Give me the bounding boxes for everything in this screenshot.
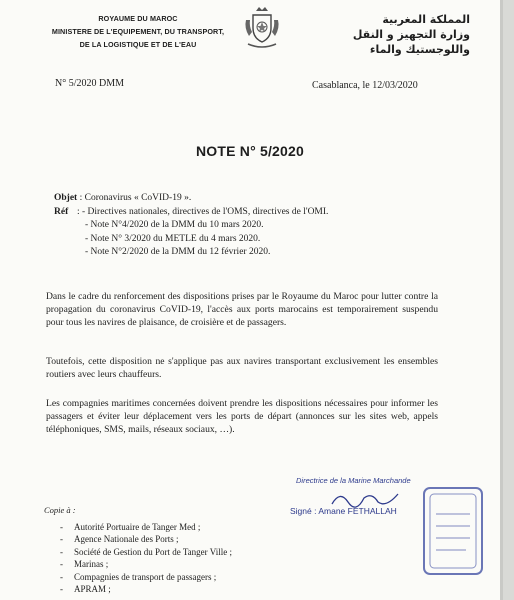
body-paragraph: Les compagnies maritimes concernées doivent prendre les dispositions nécessaires pour informer les passagers et éviter leur déplacement vers les ports de départ (annonces sur les sites web, appels téléphoniques, SMS, mails, réseaux sociaux, …). xyxy=(46,398,438,436)
header-line-3: DE LA LOGISTIQUE ET DE L'EAU xyxy=(79,40,197,49)
ref-label: Réf xyxy=(54,206,69,217)
list-item: - Société de Gestion du Port de Tanger Ville ; xyxy=(60,546,232,559)
ministry-header-ar xyxy=(320,12,470,57)
signatory-name: Signé : Amane FETHALLAH xyxy=(290,506,397,516)
copies-block xyxy=(44,504,232,596)
header-ar-line-2: وزارة التجهيز و النقل xyxy=(352,28,470,41)
list-item: - Marinas ; xyxy=(60,558,232,571)
ref-item: - Note N°4/2020 de la DMM du 10 mars 2020. xyxy=(85,220,264,230)
reference-number: N° 5/2020 DMM xyxy=(55,78,125,89)
ref-item: : - Directives nationales, directives de l'OMS, directives de l'OMI. xyxy=(77,206,329,217)
objet-text: : Coronavirus « CoVID-19 ». xyxy=(79,193,192,203)
note-title: NOTE N° 5/2020 xyxy=(196,143,304,159)
ministry-header-fr xyxy=(48,12,228,51)
ref-row xyxy=(54,233,328,247)
official-stamp-icon xyxy=(420,484,486,578)
note-meta xyxy=(54,192,328,260)
list-item: - Autorité Portuaire de Tanger Med ; xyxy=(60,521,232,534)
ref-row xyxy=(54,219,328,233)
body-paragraph: Dans le cadre du renforcement des dispositions prises par le Royaume du Maroc pour lutter contre la propagation du coronavirus CoVID-19, l'accès aux ports marocains est temporairement suspendu pour tous les navires de plaisance, de croisière et de passagers. xyxy=(46,291,438,329)
ref-row xyxy=(54,206,328,220)
ref-item: - Note N°2/2020 de la DMM du 12 février 2020. xyxy=(85,247,271,257)
place-and-date: Casablanca, le 12/03/2020 xyxy=(312,80,418,91)
list-item: - Compagnies de transport de passagers ; xyxy=(60,571,232,584)
signature-block xyxy=(290,470,480,590)
copies-label: Copie à : xyxy=(44,505,76,515)
list-item: - Agence Nationale des Ports ; xyxy=(60,533,232,546)
ref-item: - Note N° 3/2020 du METLE du 4 mars 2020. xyxy=(85,233,261,244)
header-ar-line-3: واللوجستيك والماء xyxy=(369,43,470,56)
objet-row xyxy=(54,192,328,206)
list-item: - APRAM ; xyxy=(60,583,232,596)
body-paragraph: Toutefois, cette disposition ne s'applique pas aux navires transportant exclusivement les ensembles routiers avec leurs chauffeurs. xyxy=(46,356,438,381)
header-line-2: MINISTERE DE L'EQUIPEMENT, DU TRANSPORT, xyxy=(51,27,225,36)
header-line-1: ROYAUME DU MAROC xyxy=(98,14,178,23)
royal-coat-of-arms-icon xyxy=(242,6,282,50)
copies-list xyxy=(44,521,232,596)
objet-label: Objet xyxy=(54,193,78,203)
ref-row xyxy=(54,246,328,260)
signatory-title: Directrice de la Marine Marchande xyxy=(296,476,411,485)
header-ar-line-1: المملكة المغربية xyxy=(382,13,470,26)
